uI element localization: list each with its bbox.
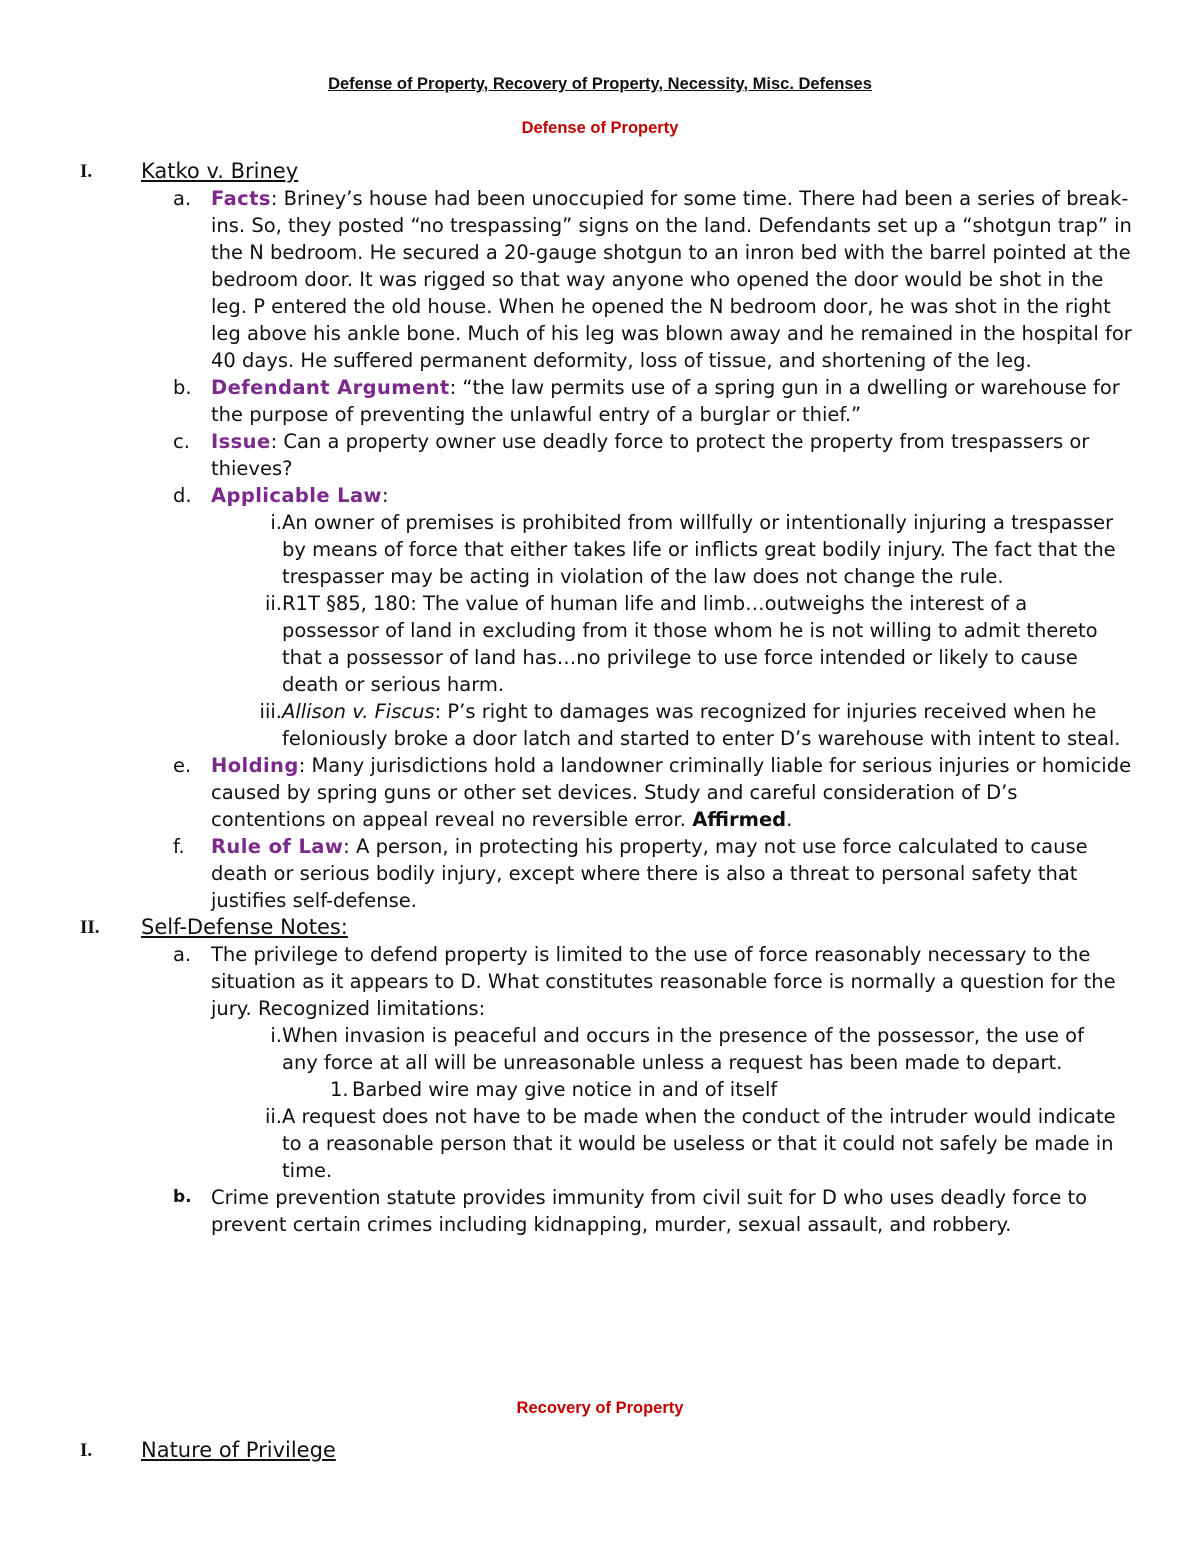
issue-item [0,428,1200,482]
holding-end: . [786,808,793,831]
list-marker: ii. [264,1105,282,1128]
document-title: Defense of Property, Recovery of Property, Necessity, Misc. Defenses [328,75,872,93]
self-defense-text: The privilege to defend property is limited to the use of force reasonably necessary to the situation as it appears to D. What constitutes reasonable force is normally a question for the jury. Recognized limitations: [211,943,1116,1020]
document-body [0,158,1200,1238]
self-defense-subitem-1 [0,1076,1200,1103]
self-defense-subitem-text: When invasion is peaceful and occurs in the presence of the possessor, the use of any force at all will be unreasonable unless a request has been made to depart. [282,1024,1084,1074]
section-title-defense-of-property: Defense of Property [521,119,679,137]
law-subitem-text: An owner of premises is prohibited from willfully or intentionally injuring a trespasser by means of force that either takes life or inflicts great bodily injury. The fact that the trespasser may be acting in violation of the law does not change the rule. [282,511,1116,588]
heading-katko-v-briney [0,158,1200,185]
law-subitem-text: : P’s right to damages was recognized for injuries received when he feloniously broke a door latch and started to enter D’s warehouse with intent to steal. [282,700,1121,750]
applicable-law-text: : [381,484,389,507]
issue-label: Issue [211,430,271,453]
applicable-law-item [0,482,1200,509]
rule-of-law-text: : A person, in protecting his property, may not use force calculated to cause death or serious bodily injury, except where there is also a threat to personal safety that justifies self-defense. [211,835,1088,912]
holding-label: Holding [211,754,299,777]
rule-of-law-item [0,833,1200,914]
holding-item [0,752,1200,833]
section-title-recovery-of-property: Recovery of Property [516,1399,684,1417]
holding-text: : Many jurisdictions hold a landowner criminally liable for serious injuries or homicide caused by spring guns or other set devices. Study and careful consideration of D’s contentions on appeal reveal no reversible error. [211,754,1132,831]
rule-of-law-label: Rule of Law [211,835,344,858]
defendant-argument-item [0,374,1200,428]
list-marker: II. [80,917,100,938]
self-defense-item-b [0,1184,1200,1238]
list-marker: I. [80,1440,93,1461]
self-defense-subitem-text: A request does not have to be made when the conduct of the intruder would indicate to a reasonable person that it would be useless or that it could not safely be made in time. [282,1105,1116,1182]
list-marker: e. [173,754,192,777]
list-marker: iii. [259,700,282,723]
list-marker: I. [80,161,93,182]
self-defense-text: Crime prevention statute provides immunity from civil suit for D who uses deadly force to prevent certain crimes including kidnapping, murder, sexual assault, and robbery. [211,1186,1088,1236]
list-marker: b. [173,1187,192,1207]
facts-label: Facts [211,187,271,210]
self-defense-item-a [0,941,1200,1022]
list-marker: b. [173,376,192,399]
heading-nature-of-privilege [0,1437,1200,1464]
law-subitem-text: R1T §85, 180: The value of human life and limb…outweighs the interest of a possessor of land in excluding from it those whom he is not willing to admit thereto that a possessor of land has…no privilege to use force intended or likely to cause death or serious harm. [282,592,1098,696]
affirmed-text: Affirmed [692,808,787,831]
issue-text: : Can a property owner use deadly force to protect the property from trespassers or thieves? [211,430,1090,480]
defendant-argument-label: Defendant Argument [211,376,450,399]
heading-self-defense-notes [0,914,1200,941]
defendant-argument-text: : “the law permits use of a spring gun in a dwelling or warehouse for the purpose of preventing the unlawful entry of a burglar or thief.” [211,376,1120,426]
list-marker: d. [173,484,192,507]
section-heading: Self-Defense Notes: [141,915,348,939]
list-marker: i. [270,1024,282,1047]
facts-text: : Briney’s house had been unoccupied for some time. There had been a series of break-ins. So, they posted “no trespassing” signs on the land. Defendants set up a “shotgun trap” in the N bedroom. He secured a 20-gauge shotgun to an inron bed with the barrel pointed at the bedroom door. It was rigged so that way anyone who opened the door would be shot in the leg. P entered the old house. When he opened the N bedroom door, he was shot in the right leg above his ankle bone. Much of his leg was blown away and he remained in the hospital for 40 days. He suffered permanent deformity, loss of tissue, and shortening of the leg. [211,187,1132,372]
self-defense-subitem-text: Barbed wire may give notice in and of itself [352,1078,778,1101]
applicable-law-label: Applicable Law [211,484,382,507]
list-marker: c. [173,430,190,453]
list-marker: a. [173,187,192,210]
facts-item [0,185,1200,374]
list-marker: a. [173,943,192,966]
list-marker: ii. [264,592,282,615]
list-marker: f. [173,835,185,858]
case-heading: Katko v. Briney [141,159,299,183]
case-citation: Allison v. Fiscus [282,700,435,723]
law-subitem-ii [0,590,1200,698]
section-heading: Nature of Privilege [141,1438,336,1462]
list-marker: i. [270,511,282,534]
self-defense-subitem-i [0,1022,1200,1076]
law-subitem-iii [0,698,1200,752]
law-subitem-i [0,509,1200,590]
self-defense-subitem-ii [0,1103,1200,1184]
list-marker: 1. [330,1078,349,1101]
